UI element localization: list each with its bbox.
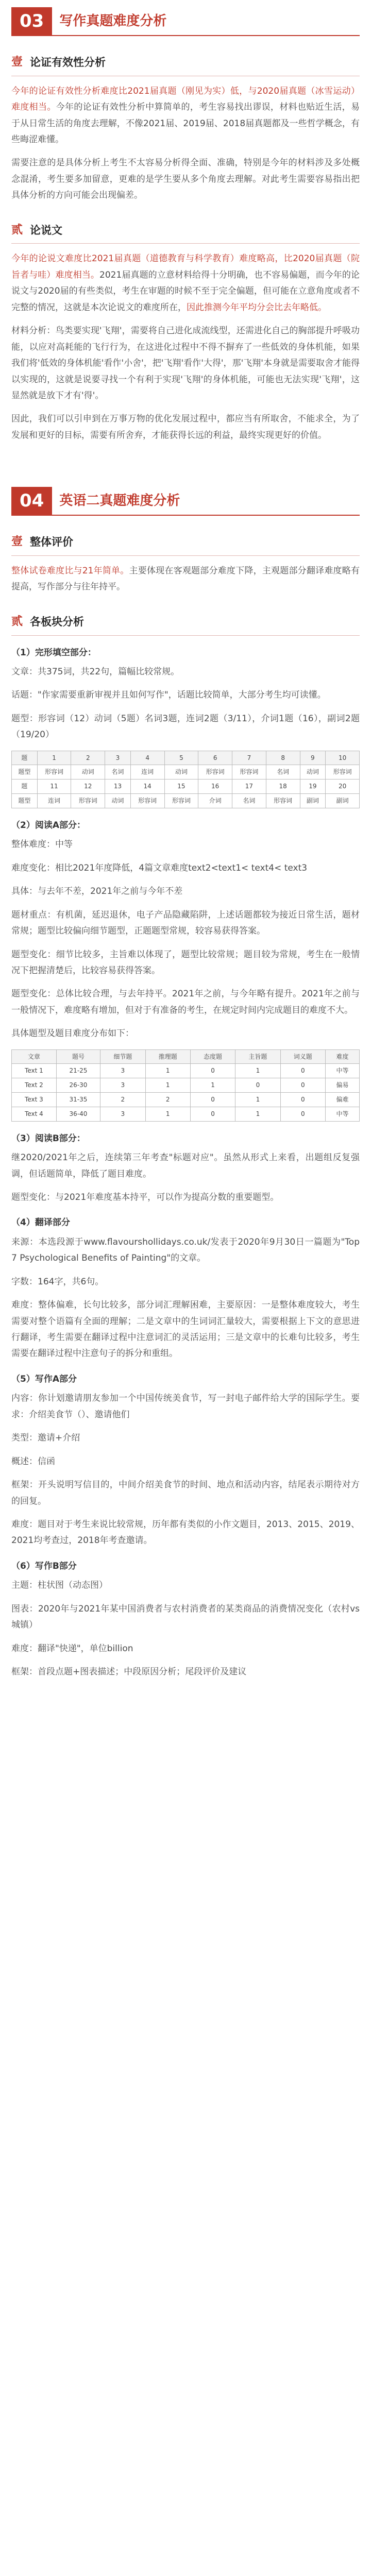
cloze-table <box>11 751 360 808</box>
line: 难度：题目对于考生来说比较常规，历年都有类似的小作文题目，2013、2015、2019、2021均考查过，2018年考查邀请。 <box>11 1519 360 1546</box>
subsection-label: 论说文 <box>30 224 63 236</box>
table-cell: 1 <box>235 1093 280 1107</box>
table-cell: 题型 <box>12 765 38 779</box>
table-cell: Text 4 <box>12 1107 57 1121</box>
table-row <box>12 1078 360 1093</box>
section-title: 英语二真题难度分析 <box>59 493 180 509</box>
subsection-label: 各板块分析 <box>30 615 85 628</box>
table-header: 态度题 <box>190 1049 235 1064</box>
table-cell: 中等 <box>325 1107 359 1121</box>
line: 类型：邀请+介绍 <box>11 1433 80 1444</box>
table-cell: 20 <box>326 779 360 794</box>
line: 整体难度：中等 <box>11 839 73 850</box>
table-cell: 12 <box>71 779 105 794</box>
subsection-header <box>11 219 360 244</box>
table-cell: 19 <box>300 779 326 794</box>
line: 具体：与去年不差，2021年之前与今年不差 <box>11 886 183 897</box>
table-cell: 中等 <box>325 1064 359 1078</box>
table-header: 4 <box>130 751 164 765</box>
paragraph <box>11 83 360 148</box>
table-header: 9 <box>300 751 326 765</box>
table-header: 2 <box>71 751 105 765</box>
item-title: （5）写作A部分 <box>11 1374 77 1384</box>
line: 题型变化：与2021年难度基本持平，可以作为提高分数的重要题型。 <box>11 1192 279 1202</box>
line: 文章：共375词，共22句，篇幅比较常规。 <box>11 666 180 677</box>
table-cell: 1 <box>145 1107 190 1121</box>
table-cell: 形容词 <box>130 794 164 808</box>
table-cell: 形容词 <box>326 765 360 779</box>
table-cell: 3 <box>100 1078 145 1093</box>
table-row <box>12 794 360 808</box>
table-header: 10 <box>326 751 360 765</box>
body-text: 主要体现在客观题部分难度下降，主观题部分翻译难度略有提高，写作部分与往年持平。 <box>11 565 360 592</box>
table-cell: 0 <box>235 1078 280 1093</box>
subsection-header <box>11 531 360 556</box>
body-text: 今年的论证有效性分析中算简单的，考生容易找出谬误，材料也贴近生活，易于从日常生活的角度去理解，不像2021届、2019届、2018届真题都及一些哲学概念，有些晦涩难懂。 <box>11 102 360 145</box>
table-row <box>12 1107 360 1121</box>
table-cell: 连词 <box>37 794 71 808</box>
item-title: （3）阅读B部分： <box>11 1133 86 1144</box>
table-header: 题 <box>12 751 38 765</box>
body-text: 2021届真题的立意材料给得十分明确，也不容易偏题，而今年的论说文与2020届的有些类似，考生在审题的时候不至于完全偏题，但可能在立意角度或者不完整的情况，这就是本次论说文的难度所在， <box>11 269 360 313</box>
line: 框架：开头说明写信目的，中间介绍美食节的时间、地点和活动内容，结尾表示期待对方的回复。 <box>11 1480 360 1506</box>
table-row <box>12 779 360 794</box>
line: 图表：2020年与2021年某中国消费者与农村消费者的某类商品的消费情况变化（农村vs城镇） <box>11 1603 360 1631</box>
table-caption: 具体题型及题目难度分布如下： <box>11 1028 134 1039</box>
line: 主题：柱状图（动态图） <box>11 1580 108 1591</box>
subsection-header <box>11 52 360 76</box>
line: 题型变化：总体比较合理，与去年持平。2021年之前，与今年略有提升。2021年之前与一般情况下，难度略有增加，但对于有准备的考生，在规定时间内完成题目的难度不大。 <box>11 989 360 1015</box>
table-header: 8 <box>266 751 300 765</box>
table-cell: 副词 <box>326 794 360 808</box>
table-cell: 副词 <box>300 794 326 808</box>
table-cell: 偏难 <box>325 1093 359 1107</box>
table-cell: 3 <box>100 1107 145 1121</box>
table-cell: 形容词 <box>266 794 300 808</box>
table-header: 推理题 <box>145 1049 190 1064</box>
table-cell: 15 <box>164 779 198 794</box>
table-cell: 1 <box>190 1078 235 1093</box>
table-cell: 1 <box>235 1064 280 1078</box>
highlight-text: 因此推测今年平均分会比去年略低。 <box>187 302 327 313</box>
table-cell: 形容词 <box>164 794 198 808</box>
section-title: 写作真题难度分析 <box>59 13 167 29</box>
table-cell: 0 <box>280 1078 325 1093</box>
paragraph <box>11 251 360 316</box>
table-cell: 动词 <box>300 765 326 779</box>
table-header: 主旨题 <box>235 1049 280 1064</box>
item-title: （4）翻译部分 <box>11 1217 70 1228</box>
table-header-row <box>12 1049 360 1064</box>
table-cell: 名词 <box>232 794 266 808</box>
subsection-label: 整体评价 <box>30 536 74 549</box>
table-cell: 17 <box>232 779 266 794</box>
highlight-text: 今年的论说文难度比2021届真题（道德教育与科学教育）难度略高，比2020届真题（院旨者与哇）难度相当。 <box>11 253 360 280</box>
table-cell: Text 1 <box>12 1064 57 1078</box>
table-cell: 14 <box>130 779 164 794</box>
table-cell: 16 <box>198 779 232 794</box>
table-header-row <box>12 751 360 765</box>
line: 来源：本选段源于www.flavourshollidays.co.uk/发表于2020年9月30日一篇题为"Top 7 Psychological Benefits of Painting"的文章。 <box>11 1236 360 1264</box>
table-cell: 26-30 <box>56 1078 100 1093</box>
line: 继2020/2021年之后，连续第三年考查"标题对应"。虽然从形式上来看，出题组反复强调，但话题简单，降低了题目难度。 <box>11 1153 360 1179</box>
table-cell: 1 <box>145 1064 190 1078</box>
table-cell: 介词 <box>198 794 232 808</box>
table-header: 题号 <box>56 1049 100 1064</box>
line: 内容：你计划邀请朋友参加一个中国传统美食节，写一封电子邮件给大学的国际学生。要求：介绍美食节（）、邀请他们 <box>11 1393 360 1420</box>
table-cell: 形容词 <box>232 765 266 779</box>
section-number: 04 <box>11 487 52 515</box>
line: 难度：整体偏难，长句比较多，部分词汇理解困难，主要原因：一是整体难度较大，考生需要对整个语篇有全面的理解；二是文章中的生词词汇量较大，需要根据上下文的意思进行翻译，考生需要在翻译过程中注意词汇的灵活运用；三是文章中的长难句比较多，考生需要在翻译过程中注意句子的拆分和重组。 <box>11 1300 360 1359</box>
reading-a-table <box>11 1049 360 1122</box>
item-title: （1）完形填空部分： <box>11 647 96 658</box>
section-number: 03 <box>11 7 52 35</box>
table-cell: 2 <box>145 1093 190 1107</box>
table-cell: 0 <box>280 1064 325 1078</box>
line: 字数：164字，共6句。 <box>11 1276 104 1287</box>
table-cell: 1 <box>145 1078 190 1093</box>
table-cell: 题 <box>12 779 38 794</box>
table-cell: 36-40 <box>56 1107 100 1121</box>
line: 框架：首段点题+图表描述；中段原因分析；尾段评价及建议 <box>11 1667 247 1677</box>
item-title: （6）写作B部分 <box>11 1561 77 1571</box>
table-cell: 21-25 <box>56 1064 100 1078</box>
table-header: 词义题 <box>280 1049 325 1064</box>
line: 概述：信函 <box>11 1456 55 1467</box>
subsection-tag: 壹 <box>11 535 23 549</box>
table-cell: Text 2 <box>12 1078 57 1093</box>
subsection-tag: 壹 <box>11 55 23 69</box>
line: 难度：翻译"快递"，单位billion <box>11 1643 133 1654</box>
table-cell: Text 3 <box>12 1093 57 1107</box>
table-row <box>12 765 360 779</box>
table-cell: 0 <box>190 1064 235 1078</box>
line: 题型：形容词（12）动词（5题）名词3题，连词2题（3/11），介词1题（16），副词2题（19/20） <box>11 713 360 740</box>
table-cell: 名词 <box>105 765 131 779</box>
paragraph: 因此，我们可以引申到在万事万物的优化发展过程中，都应当有所取舍，不能求全，为了发展和更好的目标，需要有所舍弃，才能获得长远的利益，最终实现更好的价值。 <box>11 414 360 440</box>
subsection-header <box>11 611 360 636</box>
table-cell: 名词 <box>266 765 300 779</box>
paragraph <box>11 563 360 596</box>
section-03-header <box>11 7 360 36</box>
table-cell: 动词 <box>71 765 105 779</box>
line: 话题："作家需要重新审视并且如何写作"，话题比较简单，大部分考生均可读懂。 <box>11 690 326 701</box>
table-cell: 0 <box>190 1107 235 1121</box>
table-cell: 偏易 <box>325 1078 359 1093</box>
table-cell: 13 <box>105 779 131 794</box>
subsection-label: 论证有效性分析 <box>30 56 106 69</box>
table-header: 6 <box>198 751 232 765</box>
section-04-header <box>11 487 360 516</box>
table-row <box>12 1064 360 1078</box>
subsection-tag: 贰 <box>11 223 23 236</box>
table-cell: 1 <box>235 1107 280 1121</box>
table-cell: 18 <box>266 779 300 794</box>
table-cell: 题型 <box>12 794 38 808</box>
table-cell: 2 <box>100 1093 145 1107</box>
table-cell: 0 <box>280 1107 325 1121</box>
highlight-text: 今年的论证有效性分析难度比2021届真题（刚见为实）低，与2020届真题（冰雪运动）难度相当。 <box>11 86 360 113</box>
line: 难度变化：相比2021年度降低，4篇文章难度text2<text1< text4< text3 <box>11 862 308 873</box>
table-header: 难度 <box>325 1049 359 1064</box>
table-cell: 形容词 <box>37 765 71 779</box>
paragraph: 材料分析：鸟类要实现'飞翔'，需要将自己进化成流线型，还需进化自己的胸部提升呼吸功能，以应对高耗能的飞行行为，在这进化过程中不得不摒弃了一些低效的身体机能，如果我们将'低效的身体机能'看作'小舍'，把'飞翔'看作'大得'，那'飞翔'本身就是需要取舍才能得以实现的，这就是说要寻找一个有利于实现'飞翔'的身体机能，可能也无法实现'飞翔'，这显然就是放下才有'得'。 <box>11 326 360 401</box>
line: 题型变化：细节比较多，主旨难以体现了，题型比较常规；题目较为常规，考生在一般情况下把握清楚后，比较容易获得答案。 <box>11 949 360 976</box>
line: 题材重点：有机菌，延迟退休，电子产品隐藏陷阱，上述话题都较为接近日常生活，题材常规；题型比较偏向细节题型，正题题型常规，较容易获得答案。 <box>11 909 360 937</box>
table-header: 3 <box>105 751 131 765</box>
table-cell: 形容词 <box>71 794 105 808</box>
table-header: 1 <box>37 751 71 765</box>
table-cell: 31-35 <box>56 1093 100 1107</box>
table-header: 文章 <box>12 1049 57 1064</box>
table-header: 细节题 <box>100 1049 145 1064</box>
subsection-tag: 贰 <box>11 614 23 628</box>
cloze-lines <box>0 664 371 743</box>
table-cell: 0 <box>280 1093 325 1107</box>
table-cell: 动词 <box>164 765 198 779</box>
table-cell: 11 <box>37 779 71 794</box>
paragraph: 需要注意的是具体分析上考生不太容易分析得全面、准确，特别是今年的材料涉及多处概念混淆，考生要多加留意，更难的是学生要从多个角度去理解。对此考生需要容易指出把具体分析的方向可能会出现偏差。 <box>11 158 360 201</box>
table-cell: 连词 <box>130 765 164 779</box>
table-header: 7 <box>232 751 266 765</box>
table-row <box>12 1093 360 1107</box>
table-cell: 3 <box>100 1064 145 1078</box>
highlight-text: 整体试卷难度比与21年简单。 <box>11 565 129 576</box>
table-header: 5 <box>164 751 198 765</box>
table-cell: 形容词 <box>198 765 232 779</box>
table-cell: 0 <box>190 1093 235 1107</box>
item-title: （2）阅读A部分： <box>11 820 86 831</box>
table-cell: 动词 <box>105 794 131 808</box>
